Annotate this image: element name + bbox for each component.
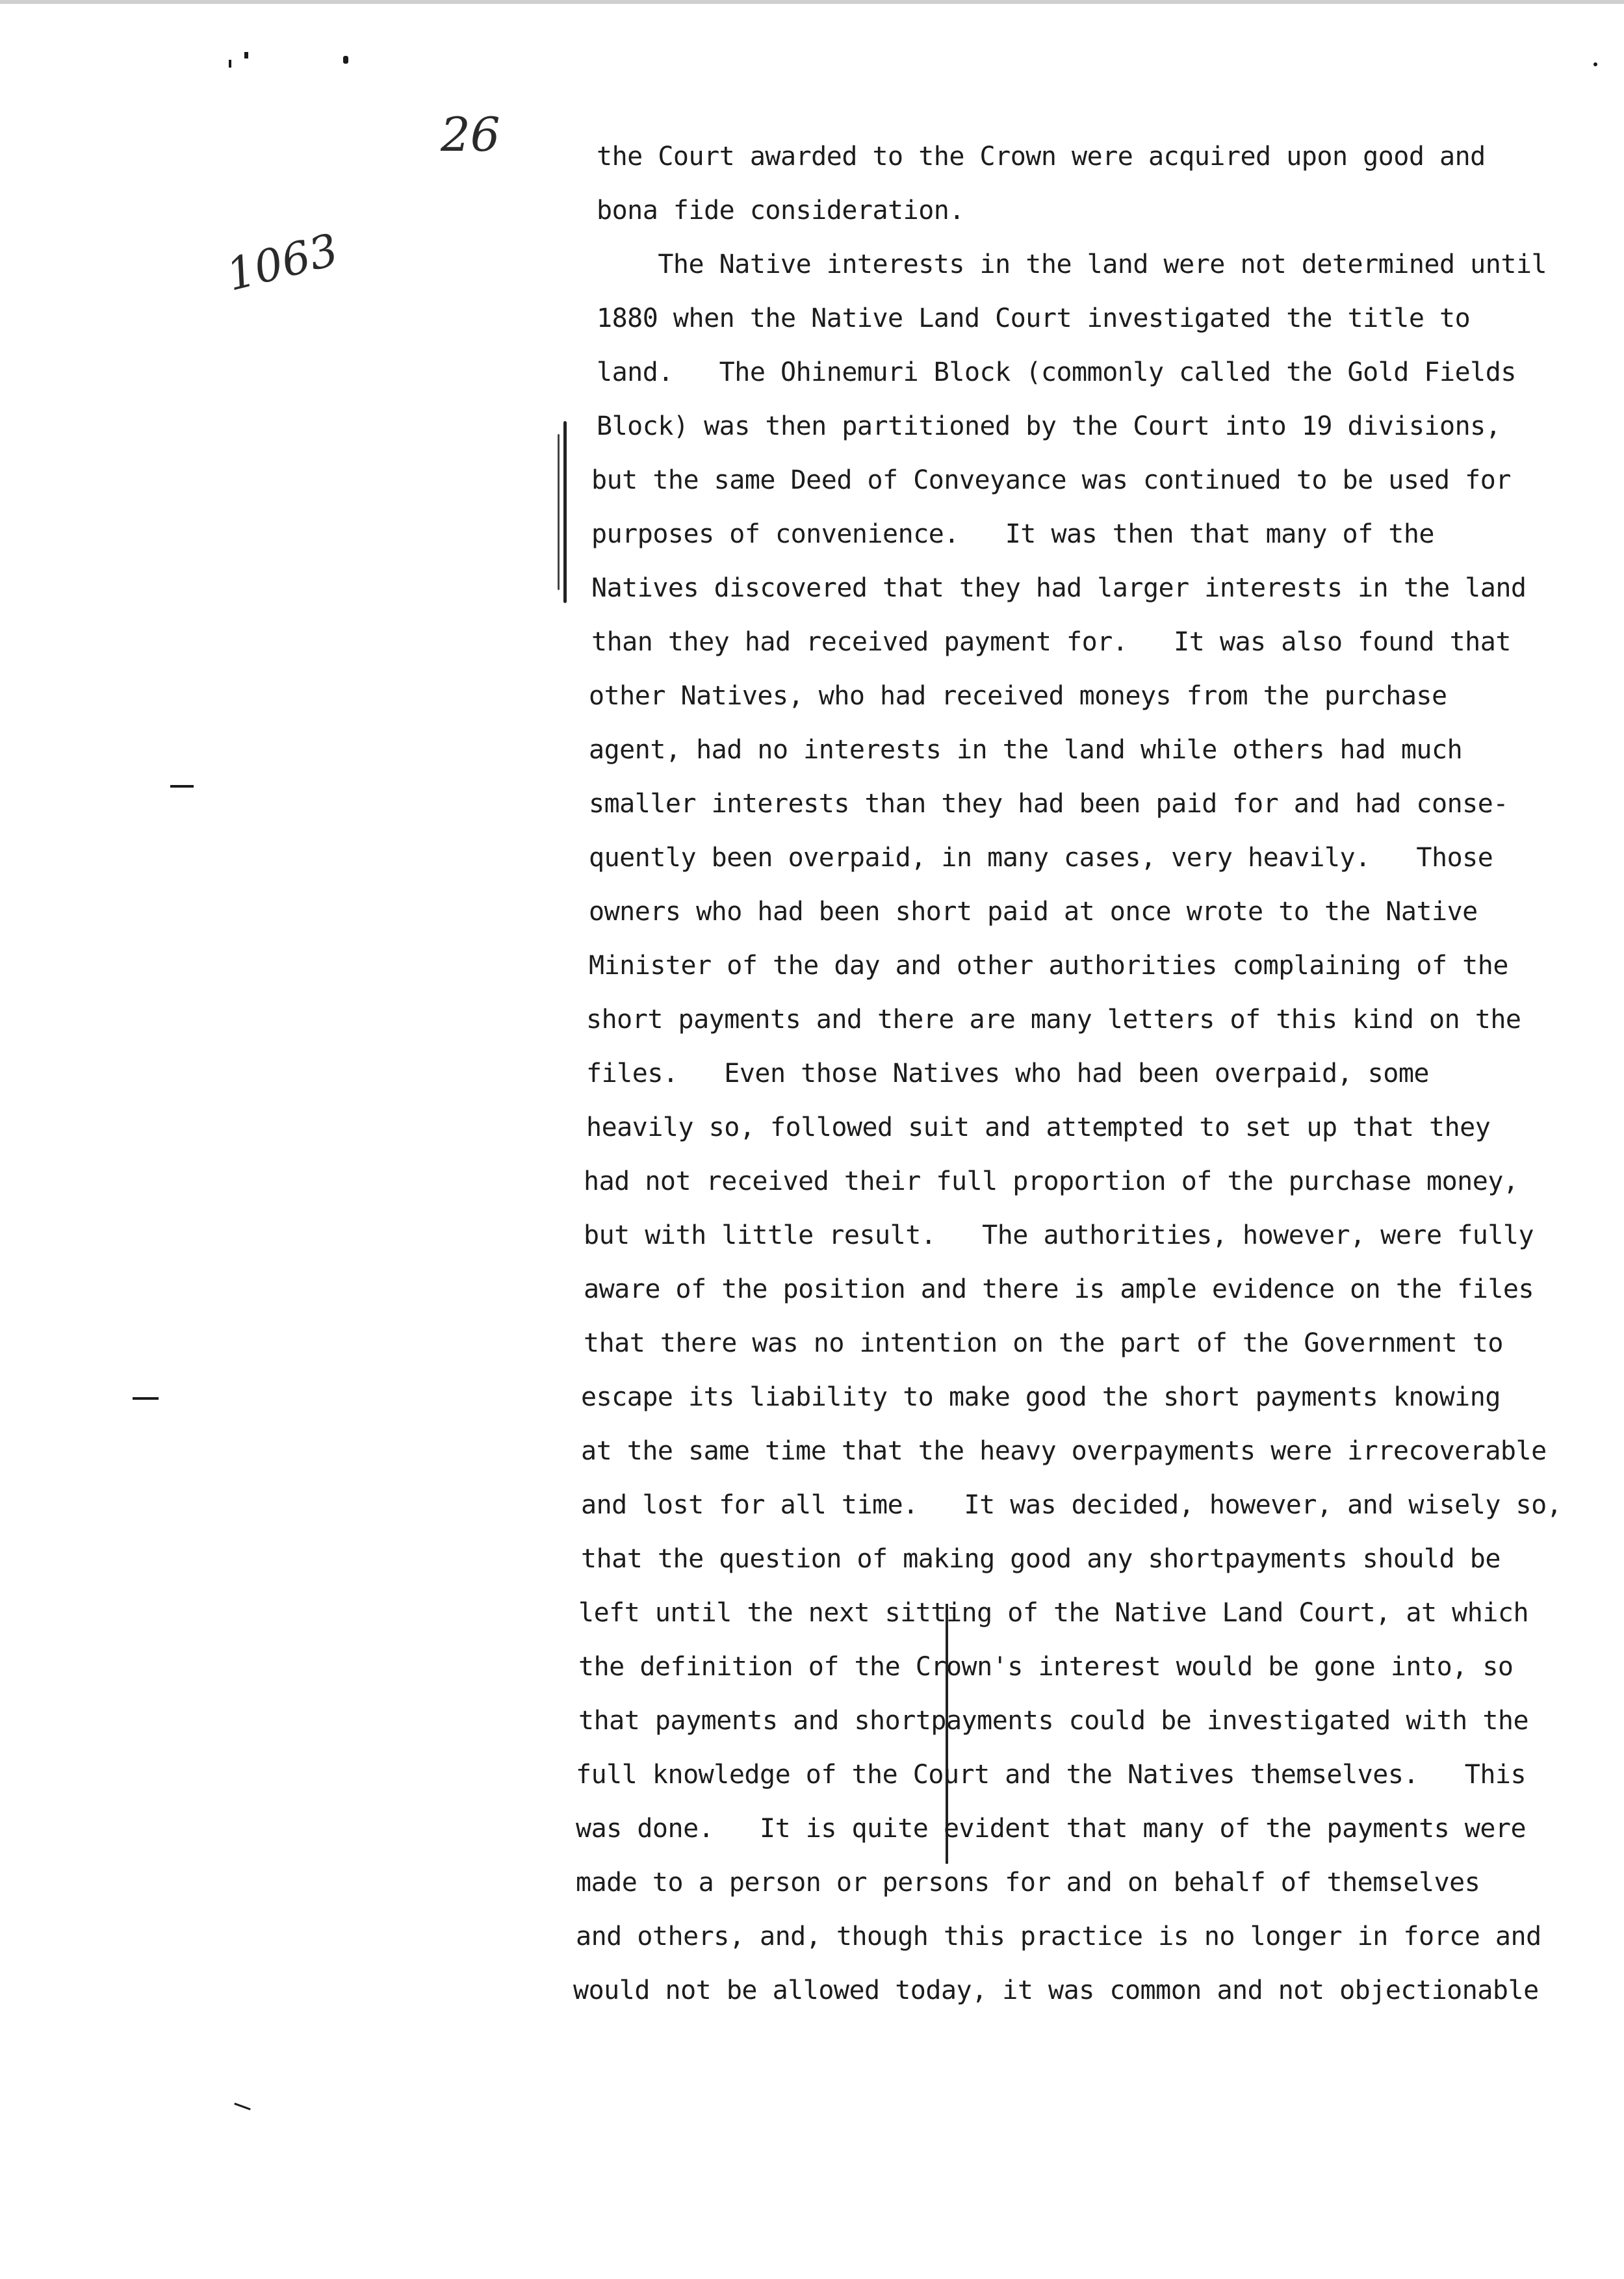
text-line: but the same Deed of Conveyance was continued to be used for [591, 465, 1511, 495]
text-line: escape its liability to make good the short payments knowing [581, 1382, 1501, 1412]
scan-mark [343, 56, 348, 64]
text-line: The Native interests in the land were not determined until [597, 250, 1547, 279]
text-line: at the same time that the heavy overpayments were irrecoverable [581, 1436, 1547, 1466]
margin-mark [558, 434, 560, 590]
text-line: bona fide consideration. [597, 196, 964, 225]
text-line: the Court awarded to the Crown were acquired upon good and [597, 142, 1486, 172]
text-line: agent, had no interests in the land while others had much [589, 735, 1463, 765]
text-line: Block) was then partitioned by the Court into 19 divisions, [597, 411, 1501, 441]
scan-mark [1593, 62, 1597, 66]
text-line: Minister of the day and other authorities complaining of the [589, 951, 1508, 981]
text-line: had not received their full proportion of the purchase money, [584, 1166, 1519, 1196]
scan-edge-rule [0, 0, 1624, 4]
text-line: smaller interests than they had been paid for and had conse- [589, 789, 1508, 819]
handwritten-file-number: 1063 [222, 224, 344, 302]
handwritten-page-number: 26 [441, 107, 500, 162]
scan-mark [133, 1397, 159, 1400]
text-line: quently been overpaid, in many cases, very heavily. Those [589, 843, 1493, 873]
text-line: Natives discovered that they had larger interests in the land [591, 573, 1527, 603]
text-line: made to a person or persons for and on behalf of themselves [576, 1868, 1480, 1898]
text-line: that payments and shortpayments could be investigated with the [578, 1706, 1529, 1736]
text-line: 1880 when the Native Land Court investigated the title to [597, 303, 1471, 333]
text-line: but with little result. The authorities, however, were fully [584, 1220, 1534, 1250]
scan-mark [229, 60, 231, 68]
text-line: short payments and there are many letters of this kind on the [586, 1005, 1521, 1035]
text-line: than they had received payment for. It was also found that [591, 627, 1511, 657]
text-line: purposes of convenience. It was then that many of the [591, 519, 1435, 549]
text-line: full knowledge of the Court and the Natives themselves. This [576, 1760, 1527, 1790]
scan-mark [234, 2103, 250, 2111]
margin-mark [563, 421, 567, 603]
text-line: that there was no intention on the part of the Government to [584, 1328, 1503, 1358]
text-line: would not be allowed today, it was common and not objectionable [573, 1976, 1539, 2005]
text-line: that the question of making good any shortpayments should be [581, 1544, 1501, 1574]
text-line: land. The Ohinemuri Block (commonly called the Gold Fields [597, 357, 1516, 387]
scan-mark [244, 52, 248, 58]
text-line: files. Even those Natives who had been overpaid, some [586, 1059, 1430, 1088]
text-line: heavily so, followed suit and attempted to set up that they [586, 1113, 1491, 1142]
text-line: was done. It is quite evident that many of the payments were [576, 1814, 1527, 1844]
text-line: and lost for all time. It was decided, however, and wisely so, [581, 1490, 1562, 1520]
text-line: owners who had been short paid at once wrote to the Native [589, 897, 1478, 927]
text-line: left until the next sitting of the Native Land Court, at which [578, 1598, 1529, 1628]
text-line: the definition of the Crown's interest would be gone into, so [578, 1652, 1514, 1682]
scan-mark [170, 785, 194, 788]
text-line: aware of the position and there is ample evidence on the files [584, 1274, 1534, 1304]
text-line: other Natives, who had received moneys from the purchase [589, 681, 1447, 711]
text-line: and others, and, though this practice is no longer in force and [576, 1922, 1541, 1951]
